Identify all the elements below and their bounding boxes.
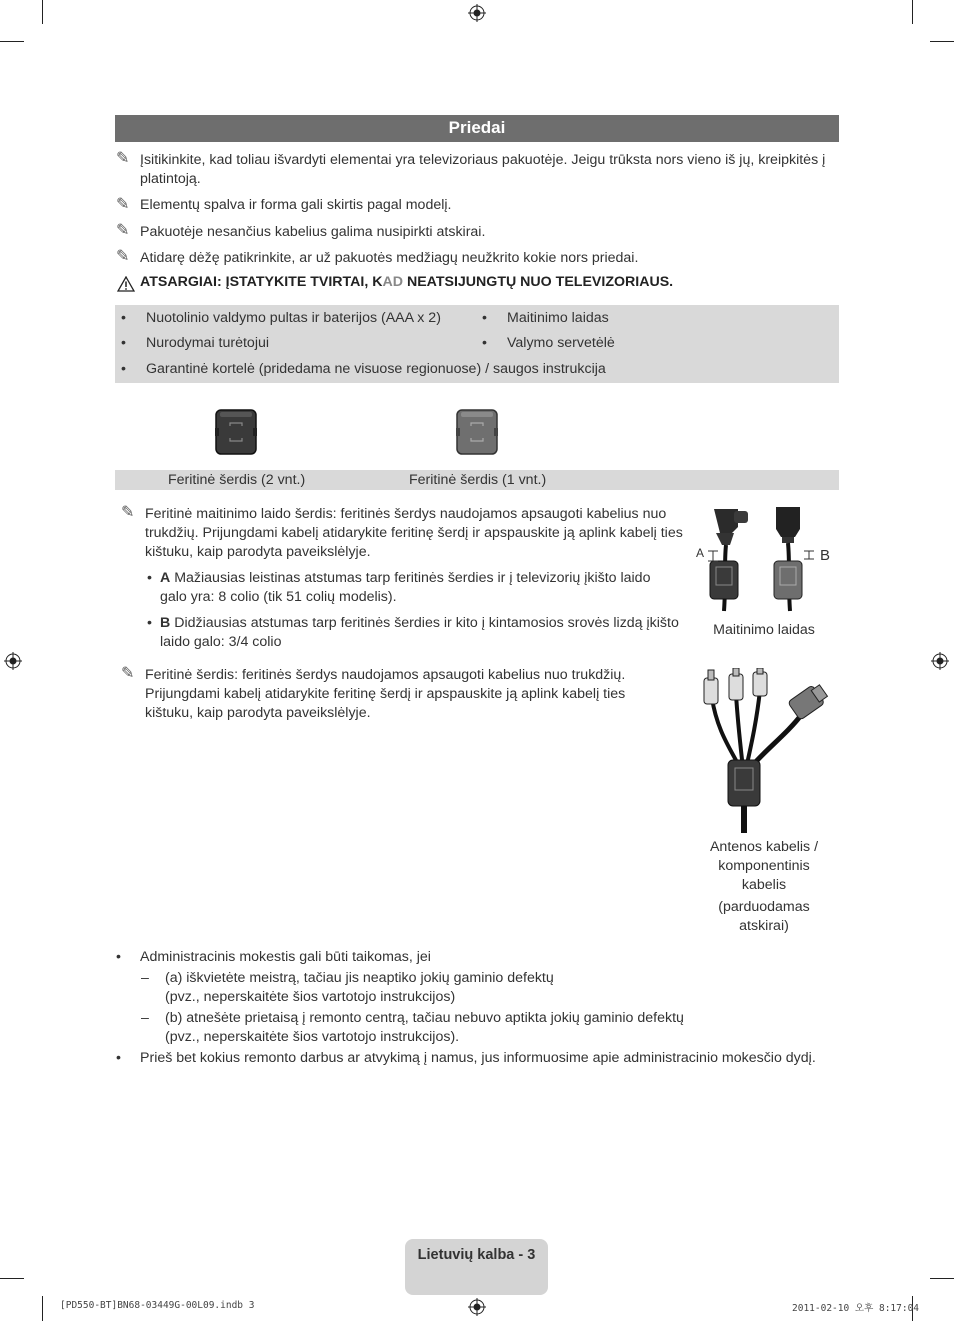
antenna-caption: Antenos kabelis / komponentinis kabelis [709,839,819,893]
registration-mark-icon [468,4,486,22]
note-text: Elementų spalva ir forma gali skirtis pagal modelį. [140,197,452,213]
distance-a-text: A Mažiausias leistinas atstumas tarp feritinės šerdies ir į televizorių įkišto laido galo yra: 8 colio (tik 51 colių modelis). [160,570,651,605]
power-cord-caption: Maitinimo laidas [713,622,815,638]
antenna-sub-caption: (parduodamas atskirai) [718,899,810,934]
note-text: Įsitikinkite, kad toliau išvardyti elementai yra televizoriaus pakuotėje. Jeigu trūksta nors vieno iš jų, kreipkitės į platintoją. [140,152,826,187]
ferrite-caption: Feritinė šerdis (1 vnt.) [409,472,547,488]
file-info: [PD550-BT]BN68-03449G-00L09.indb 3 [60,1300,255,1311]
crop-mark [930,1278,954,1279]
antenna-component-cable-image [694,668,834,838]
registration-mark-icon [931,652,949,670]
caution-text: ATSARGIAI: ĮSTATYKITE TVIRTAI, KAD NEATSIJUNGTŲ NUO TELEVIZORIAUS. [140,274,674,290]
note-text: Atidarę dėžę patikrinkite, ar už pakuotės medžiagų neužkrito kokie nors priedai. [140,250,639,266]
admin-fee-text: Administracinis mokestis gali būti taikomas, jei [140,949,431,965]
registration-mark-icon [468,1298,486,1316]
ferrite-caption: Feritinė šerdis (2 vnt.) [168,472,306,488]
crop-mark [0,41,24,42]
label-a: A [696,546,705,560]
note-pen-icon: ✎ [116,248,130,265]
distance-b-text: B Didžiausias atstumas tarp feritinės šerdies ir kito į kintamosios srovės lizdą įkišto laido galo: 3/4 colio [160,615,679,650]
note-text: Pakuotėje nesančius kabelius galima nusipirkti atskirai. [140,224,486,240]
admin-case-a: (a) iškvietėte meistrą, tačiau jis neaptiko jokių gaminio defektų (pvz., neperskaitėte šios vartotojo instrukcijos) [165,970,554,1005]
power-cord-ferrite-image [694,503,834,615]
ferrite-power-text: Feritinė maitinimo laido šerdis: feritinės šerdys naudojamos apsaugoti kabelius nuo trukdžių. Prijungdami kabelį atidarykite feritinę šerdį ir apspauskite ją aplink kabelį ties kištuku, kaip parodyta paveikslėlyje. [145,506,683,560]
admin-case-b: (b) atnešėte prietaisą į remonto centrą, tačiau nebuvo aptikta jokių gaminio defektų (pvz., neperskaitėte šios vartotojo instrukcijos). [165,1010,684,1045]
note-pen-icon: ✎ [121,665,135,682]
note-pen-icon: ✎ [121,504,135,521]
admin-info-text: Prieš bet kokius remonto darbus ar atvykimą į namus, jus informuosime apie administracinio mokesčio dydį. [140,1050,816,1066]
ferrite-general-text: Feritinė šerdis: feritinės šerdys naudojamos apsaugoti kabelius nuo trukdžių. Prijungdami kabelį atidarykite feritinę šerdį ir apspauskite ją aplink kabelį ties kištuku, kaip parodyta paveikslėlyje. [145,667,626,721]
ferrite-core-gray-image [455,408,499,456]
date-info: 2011-02-10 오후 8:17:04 [792,1303,920,1314]
warning-icon [117,276,135,292]
crop-mark [42,1296,43,1321]
label-b: B [820,547,831,564]
note-pen-icon: ✎ [116,196,130,213]
bullet-dot: • [116,949,121,965]
dash: – [141,1010,149,1026]
bullet-dot: • [116,1050,121,1066]
crop-mark [912,0,913,24]
note-pen-icon: ✎ [116,222,130,239]
note-pen-icon: ✎ [116,150,130,167]
section-title: Priedai [115,115,839,142]
registration-mark-icon [4,652,22,670]
ferrite-core-dark-image [214,408,258,456]
page-number: Lietuvių kalba - 3 [417,1247,536,1263]
bullet-dot: • [147,615,152,631]
crop-mark [42,0,43,24]
dash: – [141,970,149,986]
bullet-dot: • [147,570,152,586]
crop-mark [930,41,954,42]
crop-mark [0,1278,24,1279]
